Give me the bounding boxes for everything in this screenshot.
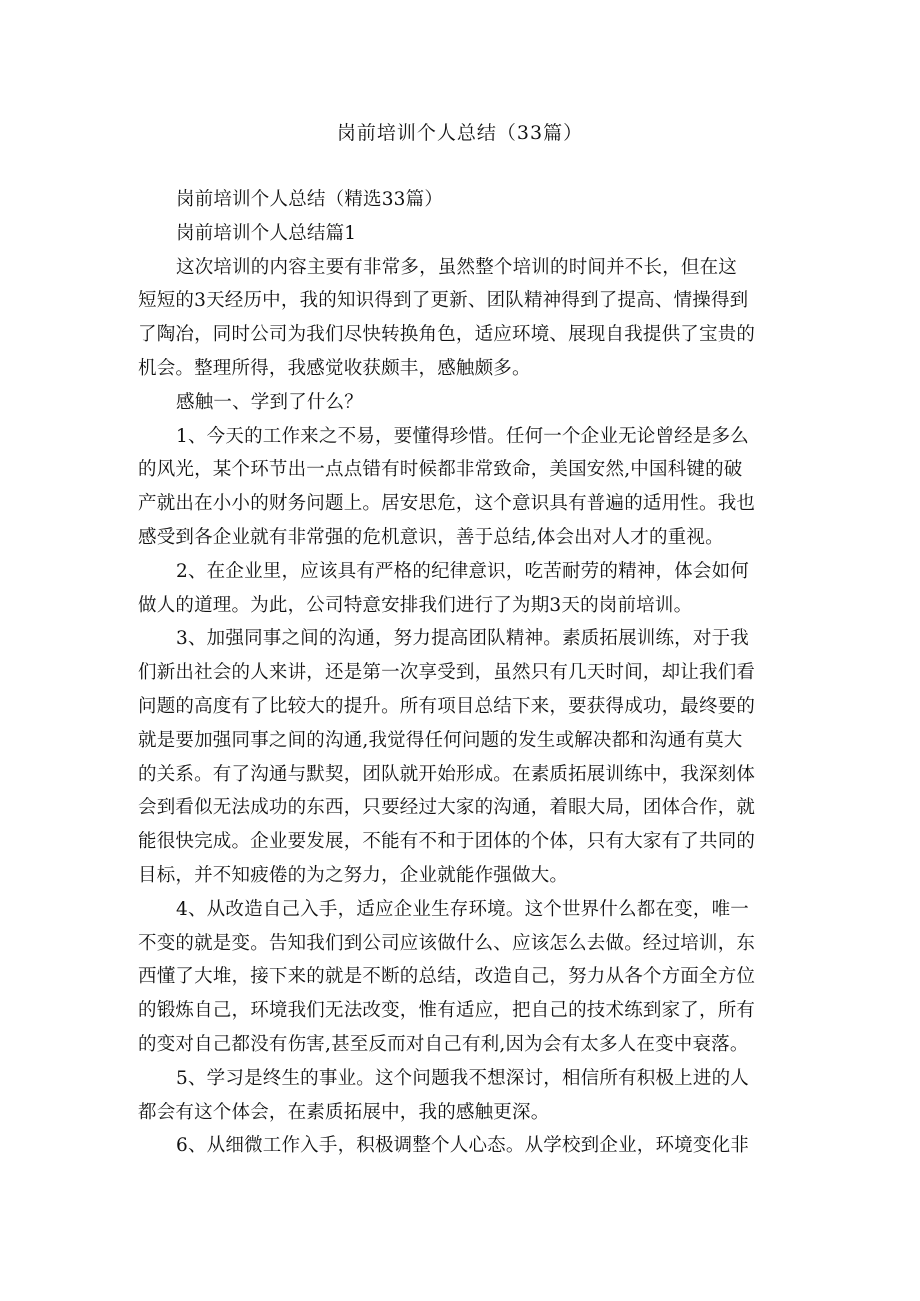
paragraph-line: 的变对自己都没有伤害,甚至反而对自己有利,因为会有太多人在变中衰落。 (138, 1033, 749, 1055)
paragraph-line: 的风光，某个环节出一点点错有时候都非常致命，美国安然,中国科键的破 (138, 459, 743, 481)
paragraph-line: 能很快完成。企业要发展，不能有不和于团体的个体，只有大家有了共同的 (138, 831, 756, 853)
document-body (138, 183, 794, 1163)
paragraph-line: 做人的道理。为此，公司特意安排我们进行了为期3天的岗前培训。 (138, 594, 693, 616)
paragraph-line: 5、学习是终生的事业。这个问题我不想深讨，相信所有积极上进的人 (176, 1067, 749, 1089)
paragraph-line: 们新出社会的人来讲，还是第一次享受到，虽然只有几天时间，却让我们看 (138, 662, 756, 684)
paragraph-line: 不变的就是变。告知我们到公司应该做什么、应该怎么去做。经过培训，东 (138, 932, 756, 954)
paragraph-line: 3、加强同事之间的沟通，努力提高团队精神。素质拓展训练，对于我 (176, 628, 749, 650)
paragraph-line: 问题的高度有了比较大的提升。所有项目总结下来，要获得成功，最终要的 (138, 695, 756, 717)
paragraph-line: 西懂了大堆，接下来的就是不断的总结，改造自己，努力从各个方面全方位 (138, 966, 756, 988)
paragraph-line: 6、从细微工作入手，积极调整个人心态。从学校到企业，环境变化非 (176, 1135, 749, 1157)
paragraph-line: 机会。整理所得，我感觉收获颇丰，感触颇多。 (138, 357, 531, 379)
paragraph-line: 4、从改造自己入手，适应企业生存环境。这个世界什么都在变，唯一 (176, 898, 749, 920)
section-title: 岗前培训个人总结篇1 (176, 222, 357, 244)
paragraph-line: 短短的3天经历中，我的知识得到了更新、团队精神得到了提高、情操得到 (138, 290, 749, 312)
subtitle: 岗前培训个人总结（精选33篇） (176, 189, 444, 210)
paragraph-line: 会到看似无法成功的东西，只要经过大家的沟通，着眼大局，团体合作，就 (138, 797, 756, 819)
paragraph-line: 1、今天的工作来之不易，要懂得珍惜。任何一个企业无论曾经是多么 (176, 425, 749, 447)
section-heading: 感触一、学到了什么？ (176, 391, 364, 413)
paragraph-line: 的关系。有了沟通与默契，团队就开始形成。在素质拓展训练中，我深刻体 (138, 763, 756, 785)
paragraph-line: 就是要加强同事之间的沟通,我觉得任何问题的发生或解决都和沟通有莫大 (138, 729, 743, 751)
paragraph-line: 产就出在小小的财务问题上。居安思危，这个意识具有普遍的适用性。我也 (138, 493, 756, 515)
paragraph-line: 感受到各企业就有非常强的危机意识，善于总结,体会出对人才的重视。 (138, 526, 724, 548)
paragraph-line: 的锻炼自己，环境我们无法改变，惟有适应，把自己的技术练到家了，所有 (138, 1000, 756, 1022)
document-title: 岗前培训个人总结（33篇） (336, 122, 584, 144)
paragraph-line: 都会有这个体会，在素质拓展中，我的感触更深。 (138, 1101, 550, 1123)
paragraph-line: 2、在企业里，应该具有严格的纪律意识，吃苦耐劳的精神，体会如何 (176, 560, 749, 582)
paragraph-line: 了陶冶，同时公司为我们尽快转换角色，适应环境、展现自我提供了宝贵的 (138, 324, 756, 346)
paragraph-line: 目标，并不知疲倦的为之努力，企业就能作强做大。 (138, 864, 569, 886)
paragraph-line: 这次培训的内容主要有非常多，虽然整个培训的时间并不长，但在这 (176, 256, 738, 278)
